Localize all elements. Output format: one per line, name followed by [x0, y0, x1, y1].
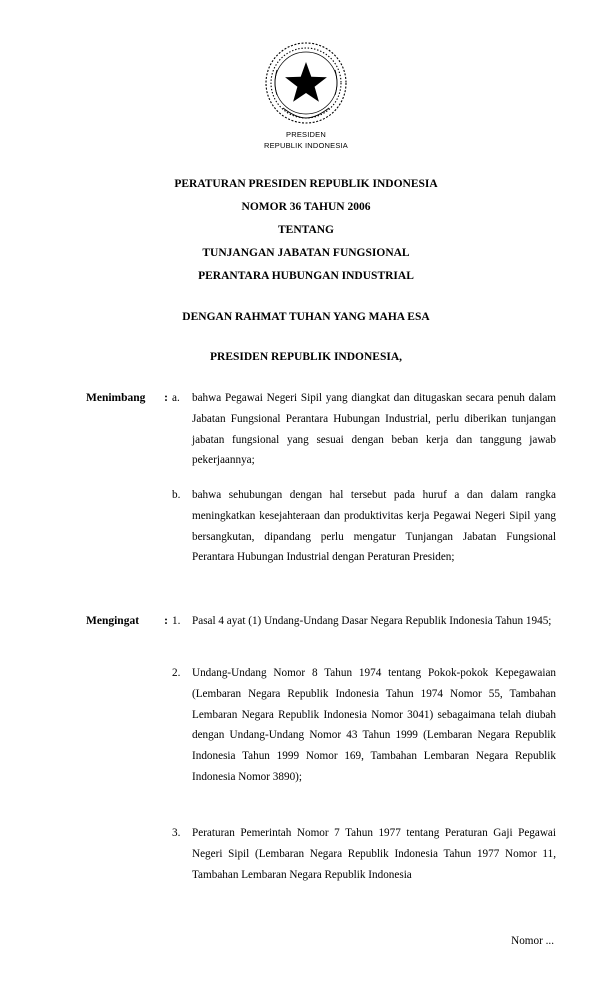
- list-item-text: Peraturan Pemerintah Nomor 7 Tahun 1977 tentang Peraturan Gaji Pegawai Negeri Sipil (Lembaran Negara Republik Indonesia Tahun 1977 Nomor 11, Tambahan Lembaran Negara Republik Indonesia: [192, 827, 556, 881]
- list-item-text: Undang-Undang Nomor 8 Tahun 1974 tentang Pokok-pokok Kepegawaian (Lembaran Negara Republik Indonesia Tahun 1974 Nomor 55, Tambahan Lembaran Negara Republik Indonesia Nomor 3041) sebagaimana telah diubah dengan Undang-Undang Nomor 43 Tahun 1999 (Lembaran Negara Republik Indonesia Tahun 1999 Nomor 169, Tambahan Lembaran Negara Republik Indonesia Nomor 3890);: [192, 667, 556, 783]
- list-marker: 1.: [172, 615, 181, 627]
- list-item-text: Pasal 4 ayat (1) Undang-Undang Dasar Negara Republik Indonesia Tahun 1945;: [192, 615, 552, 627]
- letterhead-line-president: PRESIDEN: [286, 130, 326, 139]
- blessing-line: DENGAN RAHMAT TUHAN YANG MAHA ESA: [182, 311, 430, 323]
- mengingat-label-text: Mengingat: [86, 615, 140, 627]
- mengingat-label: [86, 615, 168, 627]
- regulation-number: NOMOR 36 TAHUN 2006: [241, 201, 371, 213]
- menimbang-colon: :: [164, 392, 168, 404]
- star-in-wreath-icon: [263, 40, 349, 126]
- regulation-title: PERATURAN PRESIDEN REPUBLIK INDONESIA: [174, 178, 438, 190]
- list-marker: b.: [172, 489, 181, 501]
- mengingat-item-2: [172, 663, 556, 788]
- list-marker: 2.: [172, 667, 181, 679]
- letterhead-line-republic: REPUBLIK INDONESIA: [263, 141, 349, 150]
- regulation-subject-line2: PERANTARA HUBUNGAN INDUSTRIAL: [198, 270, 414, 282]
- regulation-subject-line1: TUNJANGAN JABATAN FUNGSIONAL: [202, 247, 410, 259]
- page-continuation: Nomor ...: [511, 935, 554, 947]
- mengingat-item-3: [172, 823, 556, 885]
- list-marker: 3.: [172, 827, 181, 839]
- menimbang-label: [86, 392, 168, 404]
- list-item-text: bahwa Pegawai Negeri Sipil yang diangkat dan ditugaskan secara penuh dalam Jabatan Fungsional Perantara Hubungan Industrial, perlu diberikan tunjangan jabatan fungsional yang sesuai dengan beban kerja dan tanggung jawab pekerjaannya;: [192, 392, 556, 467]
- mengingat-colon: :: [164, 615, 168, 627]
- president-line: PRESIDEN REPUBLIK INDONESIA,: [209, 351, 403, 363]
- menimbang-item-b: [172, 485, 556, 568]
- mengingat-item-1: [172, 611, 556, 632]
- menimbang-item-a: [172, 388, 556, 471]
- presidential-emblem: [0, 40, 612, 126]
- menimbang-label-text: Menimbang: [86, 392, 146, 404]
- list-marker: a.: [172, 392, 180, 404]
- regulation-about: TENTANG: [277, 224, 335, 236]
- list-item-text: bahwa sehubungan dengan hal tersebut pada huruf a dan dalam rangka meningkatkan kesejahteraan dan produktivitas kerja Pegawai Negeri Sipil yang bersangkutan, dipandang perlu mengatur Tunjangan Jabatan Fungsional Perantara Hubungan Industrial dengan Peraturan Presiden;: [192, 489, 556, 564]
